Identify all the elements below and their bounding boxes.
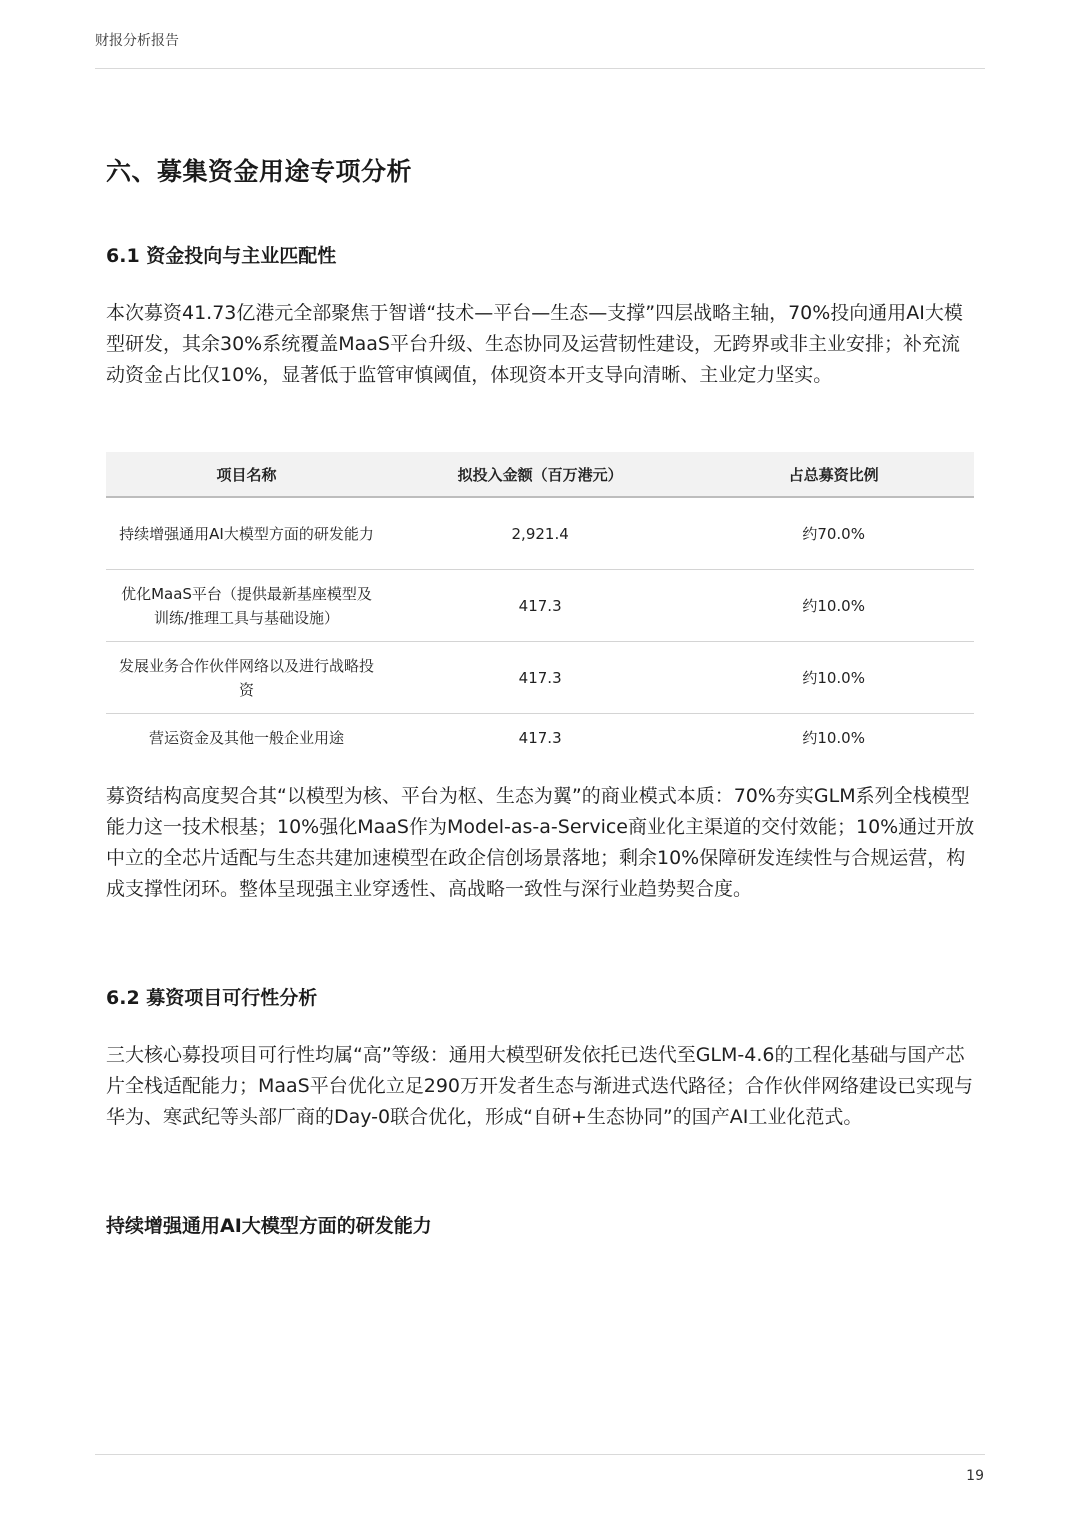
feasibility-paragraph: 三大核心募投项目可行性均属“高”等级：通用大模型研发依托已迭代至GLM-4.6的工程化基础与国产芯片全栈适配能力；MaaS平台优化立足290万开发者生态与渐进式迭代路径；合作伙伴网络建设已实现与华为、寒武纪等头部厂商的Day-0联合优化，形成“自研+生态协同”的国产AI工业化范式。	[106, 1044, 974, 1128]
section-title: 六、募集资金用途专项分析	[106, 157, 413, 186]
project-name-cell: 优化MaaS平台（提供最新基座模型及训练/推理工具与基础设施）	[106, 570, 387, 642]
amount-cell: 417.3	[387, 642, 693, 714]
report-header-title: 财报分析报告	[95, 33, 179, 49]
percentage-cell: 约10.0%	[693, 570, 974, 642]
amount-cell: 2,921.4	[387, 497, 693, 570]
page-number: 19	[966, 1468, 984, 1484]
project-name-cell: 持续增强通用AI大模型方面的研发能力	[106, 497, 387, 570]
project-subheading: 持续增强通用AI大模型方面的研发能力	[106, 1215, 432, 1237]
table-row	[106, 714, 974, 762]
amount-cell: 417.3	[387, 570, 693, 642]
amount-cell: 417.3	[518, 728, 562, 747]
header-percentage: 占总募资比例	[693, 452, 974, 497]
subsection-title-6-1: 6.1 资金投向与主业匹配性	[106, 245, 337, 267]
project-name-cell: 营运资金及其他一般企业用途	[148, 728, 344, 747]
header-amount: 拟投入金额（百万港元）	[387, 452, 693, 497]
fund-allocation-table	[106, 452, 974, 761]
header-divider	[95, 68, 985, 69]
table-row	[106, 642, 974, 714]
project-name-cell: 发展业务合作伙伴网络以及进行战略投资	[106, 642, 387, 714]
footer-divider	[95, 1454, 985, 1455]
percentage-cell: 约70.0%	[693, 497, 974, 570]
table-header-row	[106, 452, 974, 497]
table-row	[106, 497, 974, 570]
subsection-title-6-2: 6.2 募资项目可行性分析	[106, 987, 318, 1009]
percentage-cell: 约10.0%	[802, 728, 865, 747]
percentage-cell: 约10.0%	[693, 642, 974, 714]
table-row	[106, 570, 974, 642]
summary-paragraph: 募资结构高度契合其“以模型为核、平台为枢、生态为翼”的商业模式本质：70%夯实GLM系列全栈模型能力这一技术根基；10%强化MaaS作为Model-as-a-Service商业化主渠道的交付效能；10%通过开放中立的全芯片适配与生态共建加速模型在政企信创场景落地；剩余10%保障研发连续性与合规运营，构成支撑性闭环。整体呈现强主业穿透性、高战略一致性与深行业趋势契合度。	[106, 785, 975, 900]
header-project-name: 项目名称	[106, 452, 387, 497]
intro-paragraph: 本次募资41.73亿港元全部聚焦于智谱“技术—平台—生态—支撑”四层战略主轴，70%投向通用AI大模型研发，其余30%系统覆盖MaaS平台升级、生态协同及运营韧性建设，无跨界或非主业安排；补充流动资金占比仅10%，显著低于监管审慎阈值，体现资本开支导向清晰、主业定力坚实。	[106, 302, 963, 386]
